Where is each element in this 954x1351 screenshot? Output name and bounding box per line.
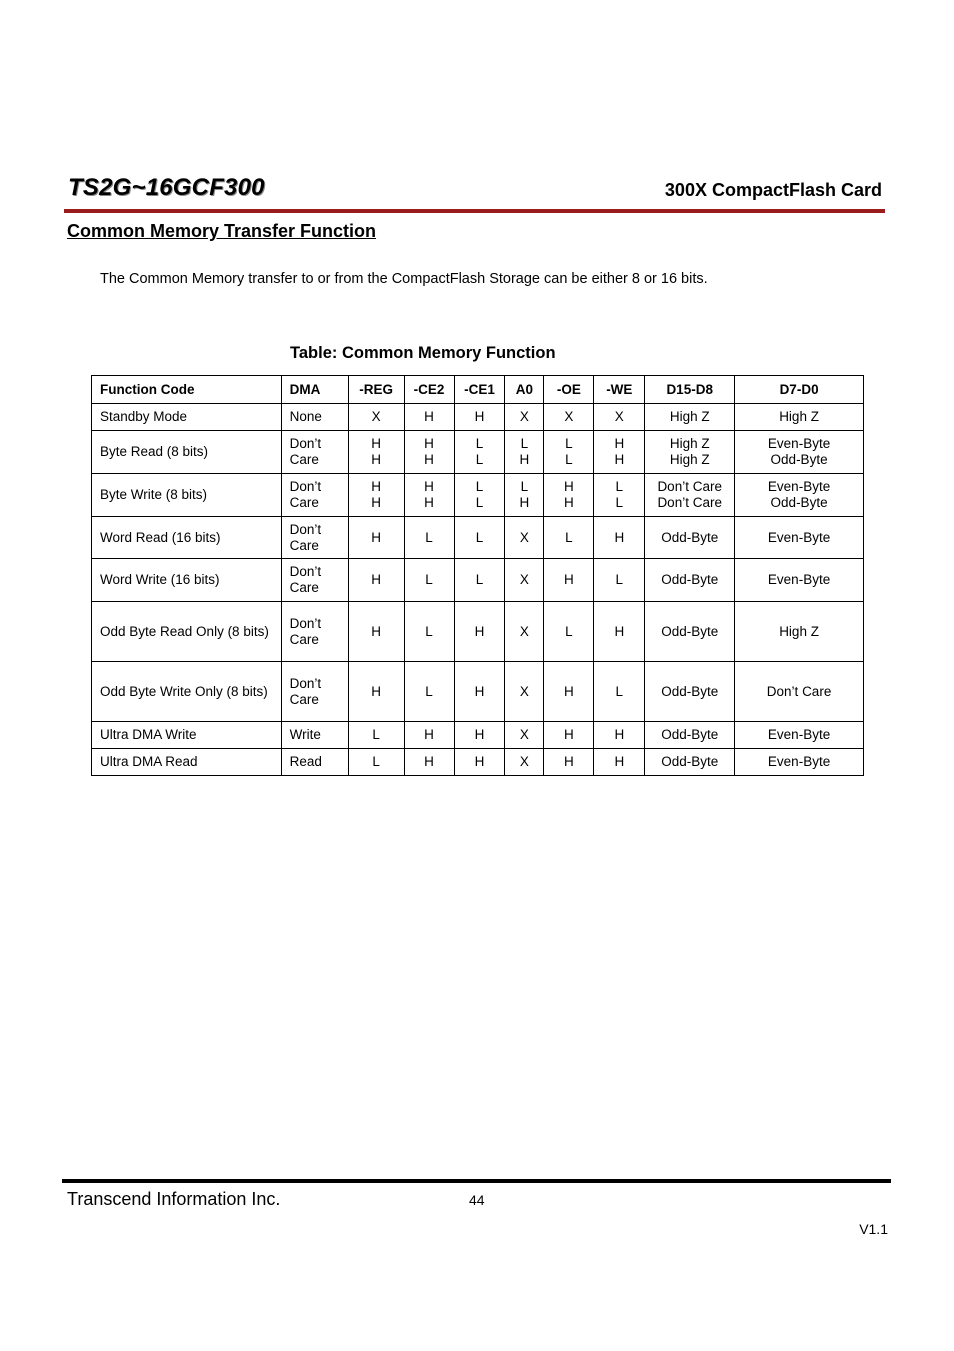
cell-a0 [505, 474, 544, 517]
cell-line: H [614, 754, 625, 769]
cell-line: H [614, 623, 625, 639]
cell-d7-d0 [735, 474, 864, 517]
cell-a0 [505, 559, 544, 602]
cell-line: Even-Byte [767, 572, 831, 587]
cell-line: H [519, 452, 530, 467]
cell-line: L [475, 495, 484, 510]
cell-line: X [519, 572, 529, 587]
cell-line: Care [289, 691, 319, 707]
cell-reg [348, 431, 404, 474]
table-row [92, 517, 864, 559]
cell-ce2 [404, 517, 454, 559]
cell-line: H [614, 436, 625, 451]
cell-line: H [564, 572, 574, 587]
cell-line: High Z [779, 623, 819, 639]
col-header-reg: -REG [348, 376, 404, 404]
cell-ce2 [404, 722, 454, 749]
cell-line: L [520, 436, 529, 451]
cell-d7-d0 [735, 749, 864, 776]
col-header-ce2: -CE2 [404, 376, 454, 404]
cell-line: Don’t Care [766, 683, 832, 699]
cell-d15-d8 [645, 431, 735, 474]
cell-dma [281, 662, 348, 722]
cell-d15-d8 [645, 474, 735, 517]
doc-title: TS2G~16GCF300 [68, 174, 265, 201]
cell-a0 [505, 404, 544, 431]
col-header-dma: DMA [281, 376, 348, 404]
cell-line: H [371, 452, 381, 467]
cell-line: H [564, 683, 574, 699]
cell-dma [281, 602, 348, 662]
cell-line: H [371, 683, 381, 699]
cell-line: H [424, 495, 434, 510]
cell-ce1 [454, 404, 505, 431]
cell-ce1 [454, 662, 505, 722]
cell-line: H [614, 727, 625, 742]
cell-d15-d8 [645, 722, 735, 749]
cell-ce2 [404, 431, 454, 474]
cell-function-code: Byte Write (8 bits) [92, 474, 282, 517]
cell-reg [348, 474, 404, 517]
cell-line: Care [289, 537, 319, 553]
cell-dma [281, 722, 348, 749]
table-row [92, 431, 864, 474]
page-number: 44 [469, 1192, 485, 1208]
cell-ce1 [454, 431, 505, 474]
cell-ce2 [404, 559, 454, 602]
cell-d15-d8 [645, 404, 735, 431]
cell-line: L [475, 436, 484, 451]
cell-line: L [615, 683, 624, 699]
cell-line: Don’t [289, 564, 322, 579]
cell-line: Don’t Care [657, 495, 722, 510]
cell-oe [544, 517, 594, 559]
cell-ce2 [404, 474, 454, 517]
table-row [92, 662, 864, 722]
cell-a0 [505, 517, 544, 559]
cell-line: H [424, 436, 434, 451]
footer-company: Transcend Information Inc. [67, 1189, 281, 1209]
cell-line: Odd-Byte [661, 529, 719, 545]
cell-dma [281, 749, 348, 776]
cell-line: L [475, 572, 484, 587]
cell-we [594, 722, 645, 749]
cell-line: L [615, 572, 624, 587]
cell-line: H [424, 754, 434, 769]
cell-line: Write [289, 727, 321, 742]
cell-line: Don’t [289, 436, 322, 451]
col-header-we: -WE [594, 376, 645, 404]
cell-we [594, 749, 645, 776]
cell-line: H [474, 727, 485, 742]
cell-line: Don’t [289, 479, 322, 494]
cell-line: H [564, 495, 574, 510]
cell-function-code: Odd Byte Write Only (8 bits) [92, 662, 282, 722]
cell-line: Even-Byte [767, 529, 831, 545]
cell-line: L [425, 683, 433, 699]
cell-a0 [505, 602, 544, 662]
cell-d7-d0 [735, 404, 864, 431]
cell-we [594, 559, 645, 602]
cell-line: L [425, 623, 433, 639]
cell-a0 [505, 722, 544, 749]
cell-d15-d8 [645, 517, 735, 559]
cell-d7-d0 [735, 602, 864, 662]
cell-function-code: Word Read (16 bits) [92, 517, 282, 559]
cell-line: H [371, 529, 381, 545]
cell-line: Don’t Care [657, 479, 722, 494]
table-row [92, 749, 864, 776]
cell-line: X [564, 409, 574, 424]
cell-dma [281, 559, 348, 602]
cell-oe [544, 559, 594, 602]
header-rule [64, 209, 885, 213]
cell-line: H [424, 409, 434, 424]
cell-line: H [424, 452, 434, 467]
cell-line: Even-Byte [767, 754, 831, 769]
cell-line: L [615, 479, 624, 494]
table-caption: Table: Common Memory Function [290, 344, 556, 362]
cell-line: Odd-Byte [661, 727, 719, 742]
cell-ce1 [454, 559, 505, 602]
table-row [92, 722, 864, 749]
table-row [92, 559, 864, 602]
cell-line: L [372, 727, 380, 742]
cell-we [594, 602, 645, 662]
cell-a0 [505, 749, 544, 776]
col-header-d7-d0: D7-D0 [735, 376, 864, 404]
cell-line: Odd-Byte [661, 623, 719, 639]
cell-line: H [371, 623, 381, 639]
cell-line: L [475, 479, 484, 494]
cell-function-code: Standby Mode [92, 404, 282, 431]
cell-reg [348, 559, 404, 602]
cell-reg [348, 404, 404, 431]
table-row [92, 404, 864, 431]
cell-dma [281, 517, 348, 559]
cell-line: Care [289, 452, 319, 467]
cell-oe [544, 431, 594, 474]
cell-line: H [371, 436, 381, 451]
cell-line: Odd-Byte [770, 495, 828, 510]
cell-d15-d8 [645, 602, 735, 662]
cell-d15-d8 [645, 662, 735, 722]
cell-ce2 [404, 602, 454, 662]
cell-we [594, 474, 645, 517]
doc-subtitle: 300X CompactFlash Card [664, 180, 882, 200]
cell-function-code: Ultra DMA Read [92, 749, 282, 776]
common-memory-table [91, 375, 864, 776]
cell-d7-d0 [735, 559, 864, 602]
cell-line: Odd-Byte [661, 683, 719, 699]
cell-line: H [371, 479, 381, 494]
cell-reg [348, 602, 404, 662]
cell-line: Care [289, 495, 319, 510]
cell-oe [544, 602, 594, 662]
cell-line: H [424, 479, 434, 494]
cell-line: H [371, 572, 381, 587]
cell-line: H [371, 495, 381, 510]
cell-ce1 [454, 474, 505, 517]
cell-reg [348, 722, 404, 749]
cell-d7-d0 [735, 517, 864, 559]
cell-dma [281, 431, 348, 474]
cell-dma [281, 474, 348, 517]
cell-a0 [505, 662, 544, 722]
cell-line: Odd-Byte [770, 452, 828, 467]
section-heading: Common Memory Transfer Function [67, 221, 377, 241]
col-header-d15-d8: D15-D8 [645, 376, 735, 404]
cell-line: X [519, 683, 529, 699]
cell-oe [544, 404, 594, 431]
cell-line: L [565, 529, 573, 545]
cell-line: Read [289, 754, 322, 769]
cell-dma [281, 404, 348, 431]
cell-line: L [372, 754, 380, 769]
cell-line: High Z [669, 409, 710, 424]
cell-we [594, 431, 645, 474]
cell-line: L [565, 623, 573, 639]
cell-d15-d8 [645, 749, 735, 776]
cell-reg [348, 662, 404, 722]
cell-ce1 [454, 749, 505, 776]
cell-d7-d0 [735, 722, 864, 749]
cell-line: H [424, 727, 434, 742]
table-header-row [92, 376, 864, 404]
cell-a0 [505, 431, 544, 474]
col-header-ce1: -CE1 [454, 376, 505, 404]
cell-line: Care [289, 580, 319, 595]
cell-oe [544, 749, 594, 776]
cell-line: H [519, 495, 530, 510]
cell-line: Care [289, 631, 319, 647]
cell-line: L [425, 572, 433, 587]
col-header-oe: -OE [544, 376, 594, 404]
cell-ce2 [404, 404, 454, 431]
cell-line: Odd-Byte [661, 572, 719, 587]
cell-line: Don’t [289, 675, 322, 691]
cell-line: Even-Byte [767, 479, 831, 494]
cell-line: H [564, 727, 574, 742]
cell-ce2 [404, 662, 454, 722]
cell-line: L [565, 452, 573, 467]
cell-ce1 [454, 517, 505, 559]
cell-ce1 [454, 722, 505, 749]
cell-line: L [475, 452, 484, 467]
col-header-a0: A0 [505, 376, 544, 404]
cell-oe [544, 722, 594, 749]
cell-line: High Z [779, 409, 819, 424]
cell-line: H [474, 683, 485, 699]
cell-we [594, 404, 645, 431]
cell-line: Don’t [289, 615, 322, 631]
cell-line: None [289, 409, 322, 424]
cell-line: X [519, 409, 529, 424]
cell-line: High Z [669, 436, 710, 451]
cell-oe [544, 662, 594, 722]
cell-line: Even-Byte [767, 727, 831, 742]
cell-line: L [425, 529, 433, 545]
cell-line: X [614, 409, 624, 424]
cell-line: X [519, 623, 529, 639]
cell-line: Odd-Byte [661, 754, 719, 769]
cell-line: High Z [669, 452, 710, 467]
cell-line: H [564, 754, 574, 769]
cell-function-code: Odd Byte Read Only (8 bits) [92, 602, 282, 662]
col-header-function-code: Function Code [92, 376, 282, 404]
cell-line: H [564, 479, 574, 494]
cell-line: H [614, 452, 625, 467]
cell-line: Even-Byte [767, 436, 831, 451]
cell-we [594, 662, 645, 722]
cell-line: X [371, 409, 381, 424]
cell-function-code: Ultra DMA Write [92, 722, 282, 749]
cell-line: L [615, 495, 624, 510]
cell-reg [348, 749, 404, 776]
cell-line: L [565, 436, 573, 451]
cell-line: H [474, 623, 485, 639]
cell-oe [544, 474, 594, 517]
cell-d7-d0 [735, 431, 864, 474]
cell-reg [348, 517, 404, 559]
table-row [92, 474, 864, 517]
cell-line: X [519, 754, 529, 769]
cell-d7-d0 [735, 662, 864, 722]
cell-line: L [520, 479, 529, 494]
table-row [92, 602, 864, 662]
footer-rule [62, 1179, 891, 1183]
cell-line: X [519, 727, 529, 742]
cell-line: H [474, 754, 485, 769]
cell-line: H [614, 529, 625, 545]
intro-paragraph: The Common Memory transfer to or from the CompactFlash Storage can be either 8 or 16 bits. [100, 271, 708, 287]
cell-function-code: Word Write (16 bits) [92, 559, 282, 602]
cell-function-code: Byte Read (8 bits) [92, 431, 282, 474]
cell-ce2 [404, 749, 454, 776]
cell-ce1 [454, 602, 505, 662]
cell-we [594, 517, 645, 559]
cell-line: X [519, 529, 529, 545]
version-label: V1.1 [859, 1221, 888, 1237]
cell-line: Don’t [289, 521, 322, 537]
cell-line: H [474, 409, 485, 424]
cell-line: L [475, 529, 484, 545]
cell-d15-d8 [645, 559, 735, 602]
